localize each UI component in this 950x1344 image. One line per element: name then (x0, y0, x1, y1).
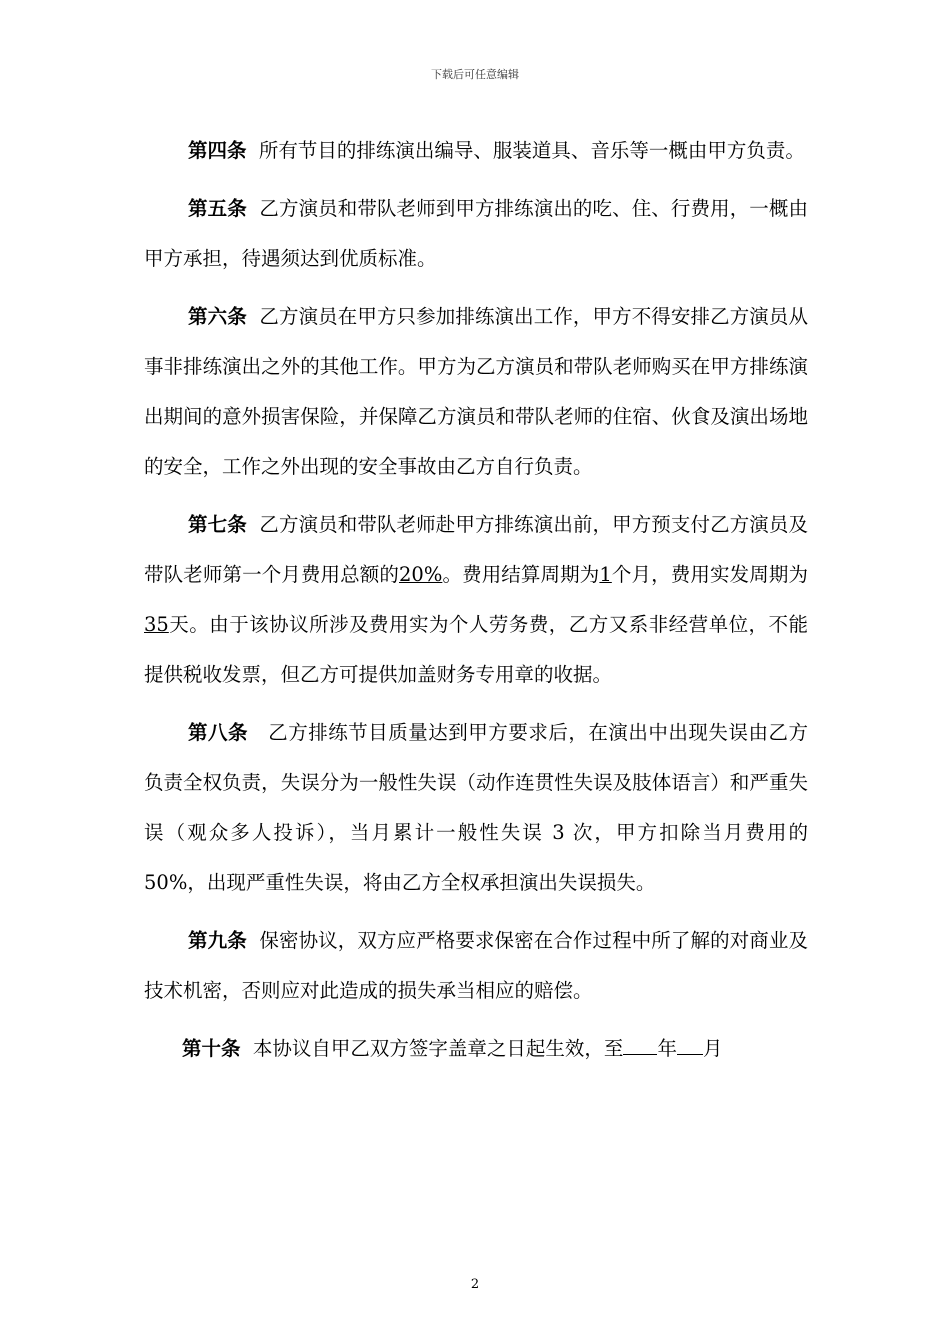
article-title: 第十条 (182, 1037, 241, 1060)
page-header: 下载后可任意编辑 (431, 68, 519, 81)
month-label: 月 (702, 1037, 723, 1060)
article-7 (144, 500, 808, 700)
article-text: 乙方演员在甲方只参加排练演出工作，甲方不得安排乙方演员从事非排练演出之外的其他工作。甲方为乙方演员和带队老师购买在甲方排练演出期间的意外损害保险，并保障乙方演员和带队老师的住宿、伙食及演出场地的安全，工作之外出现的安全事故由乙方自行负责。 (144, 305, 808, 478)
article-text: 乙方排练节目质量达到甲方要求后，在演出中出现失误由乙方负责全权负责，失误分为一般性失误（动作连贯性失误及肢体语言）和严重失误（观众多人投诉），当月累计一般性失误 3 次，甲方扣除当月费用的 50%，出现严重性失误，将由乙方全权承担演出失误损失。 (144, 721, 808, 894)
year-label: 年 (657, 1037, 677, 1060)
article-4 (144, 126, 808, 176)
month-blank (677, 1034, 703, 1055)
article-title: 第四条 (188, 139, 247, 162)
article-title: 第六条 (188, 305, 247, 328)
advance-percent: 20% (399, 563, 443, 586)
page-number: 2 (470, 1277, 480, 1292)
article-6 (144, 292, 808, 492)
document-body (144, 126, 808, 1074)
year-blank (623, 1034, 657, 1055)
article-text-part: 天。由于该协议所涉及费用实为个人劳务费，乙方又系非经营单位，不能提供税收发票，但乙方可提供加盖财务专用章的收据。 (144, 613, 808, 686)
article-title: 第五条 (188, 197, 247, 220)
article-title: 第九条 (188, 929, 247, 952)
article-8 (144, 708, 808, 908)
article-text: 乙方演员和带队老师到甲方排练演出的吃、住、行费用，一概由甲方承担，待遇须达到优质标准。 (144, 197, 808, 270)
article-text-part: 个月，费用实发周期为 (611, 563, 808, 586)
article-10 (144, 1024, 808, 1074)
article-text: 所有节目的排练演出编导、服装道具、音乐等一概由甲方负责。 (258, 139, 805, 162)
article-9 (144, 916, 808, 1016)
article-title: 第八条 (188, 721, 249, 744)
payment-days: 35 (144, 613, 169, 636)
article-text-part: 乙方演员和带队老师赴甲方排练演出前，甲方预支付乙方演员及带队老师第一个月费用总额的 (144, 513, 808, 586)
article-title: 第七条 (188, 513, 247, 536)
article-text: 保密协议，双方应严格要求保密在合作过程中所了解的对商业及技术机密，否则应对此造成的损失承当相应的赔偿。 (144, 929, 808, 1002)
article-text-part: 。费用结算周期为 (442, 563, 600, 586)
article-5 (144, 184, 808, 284)
article-text: 本协议自甲乙双方签字盖章之日起生效，至 (252, 1037, 624, 1060)
settlement-months: 1 (599, 563, 612, 586)
